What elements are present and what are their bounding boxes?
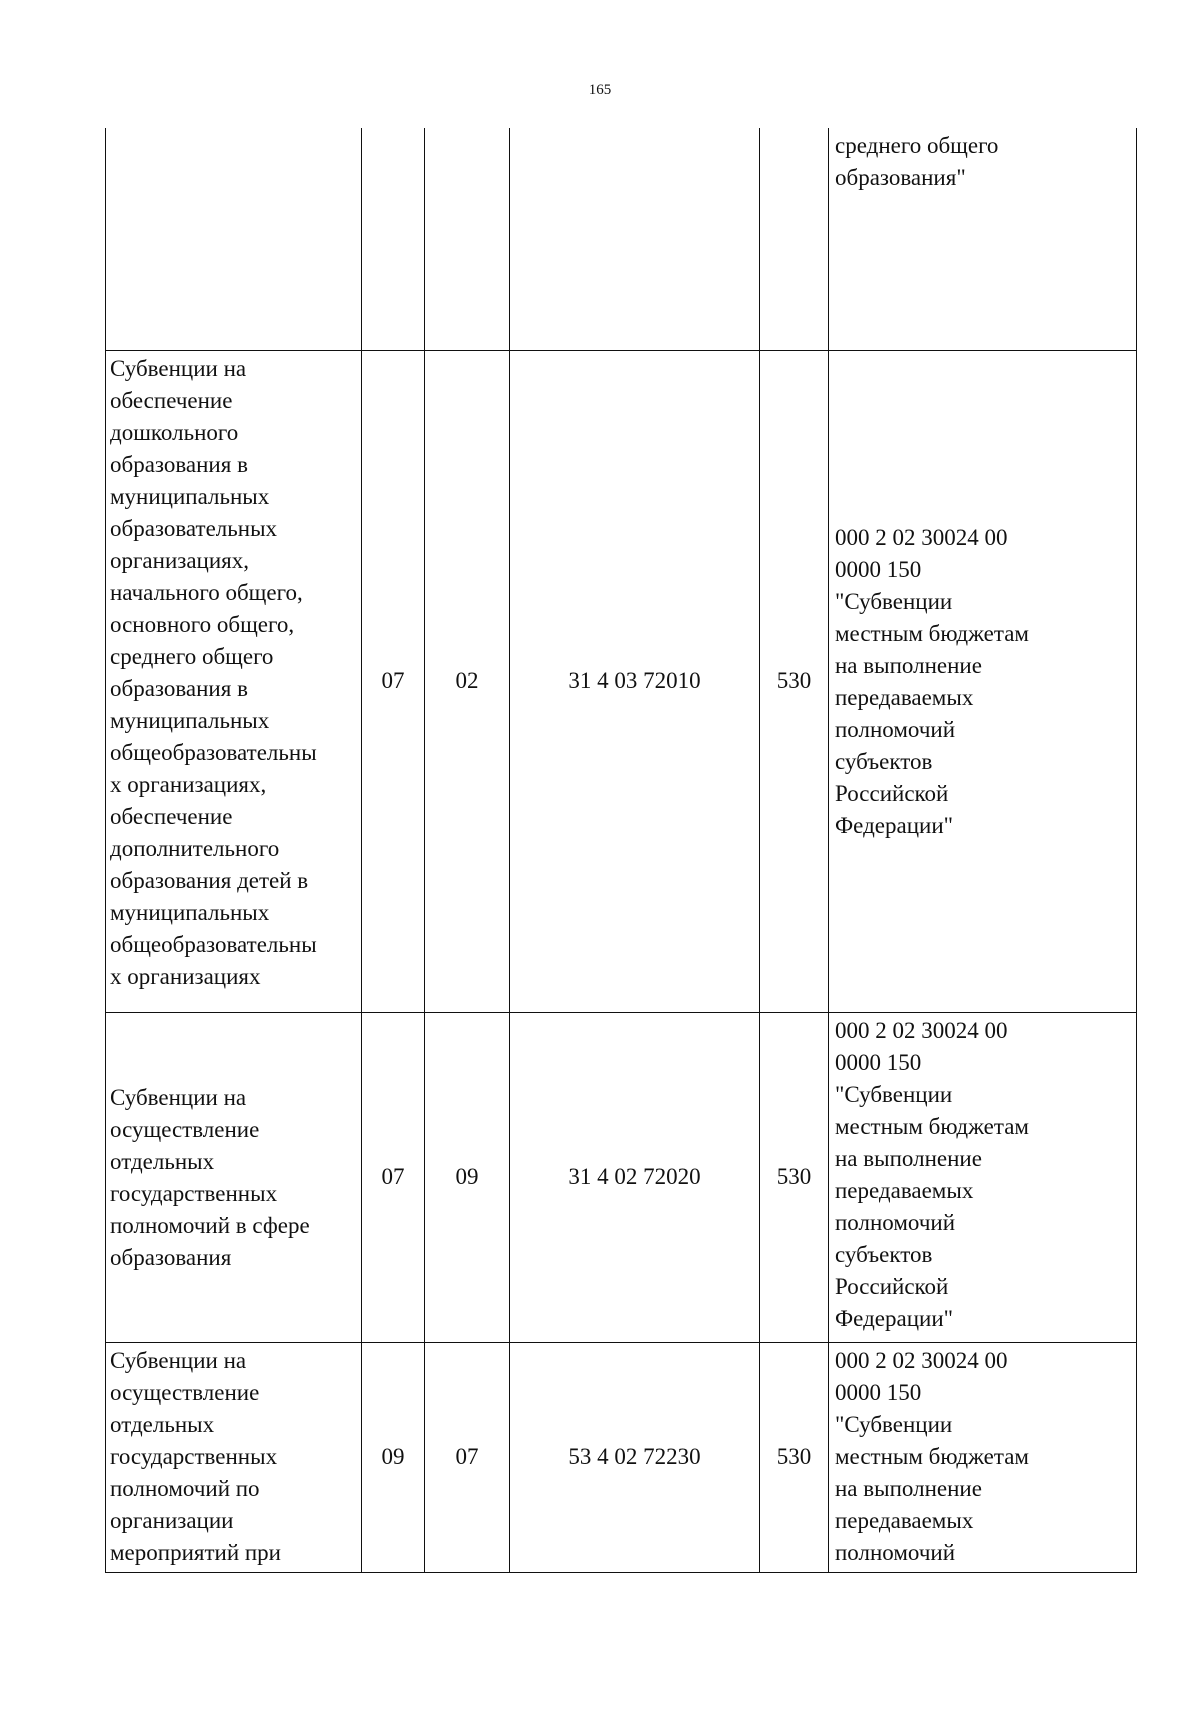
table-row — [106, 1342, 1137, 1572]
name-line: образования детей в — [110, 867, 309, 893]
note-line: полномочий — [835, 717, 955, 742]
name-line: муниципальных — [110, 483, 270, 509]
note-line: "Субвенции — [835, 1411, 953, 1437]
note-line: на выполнение — [835, 653, 982, 678]
name-line: обеспечение — [110, 387, 233, 413]
note-line: субъектов — [835, 1241, 933, 1267]
subsection-code-cell — [425, 128, 510, 350]
note-line: на выполнение — [835, 1475, 982, 1501]
revenue-code-note-cell — [829, 350, 1137, 1012]
name-line: Субвенции на — [110, 355, 247, 381]
note-line: местным бюджетам — [835, 1113, 1029, 1139]
name-line: отдельных — [110, 1411, 215, 1437]
name-line: образования — [110, 1245, 232, 1270]
section-code-cell: 07 — [362, 350, 425, 1012]
note-line: передаваемых — [835, 1177, 974, 1203]
section-code-cell: 09 — [362, 1342, 425, 1572]
name-line: отдельных — [110, 1149, 215, 1174]
budget-table — [105, 128, 1137, 1573]
name-line: дошкольного — [110, 419, 239, 445]
note-line: полномочий — [835, 1209, 955, 1235]
name-line: муниципальных — [110, 707, 270, 733]
subsection-code-cell: 09 — [425, 1012, 510, 1342]
name-line: обеспечение — [110, 803, 233, 829]
name-line: дополнительного — [110, 835, 280, 861]
note-line: "Субвенции — [835, 1081, 953, 1107]
name-line: образования в — [110, 451, 248, 477]
name-line: начального общего, — [110, 579, 303, 605]
expense-name-cell — [106, 1012, 362, 1342]
note-line: образования" — [835, 165, 966, 190]
name-line: основного общего, — [110, 611, 295, 637]
name-line: Субвенции на — [110, 1085, 247, 1110]
name-line: организациях, — [110, 547, 249, 573]
table-row — [106, 128, 1137, 350]
note-line: 000 2 02 30024 00 — [835, 1347, 1008, 1373]
target-code-cell — [510, 128, 760, 350]
name-line: мероприятий при — [110, 1539, 281, 1565]
section-code-cell: 07 — [362, 1012, 425, 1342]
name-line: х организациях, — [110, 771, 267, 797]
note-line: субъектов — [835, 749, 933, 774]
note-line: 0000 150 — [835, 1379, 922, 1405]
name-line: Субвенции на — [110, 1347, 247, 1373]
subsection-code-cell: 02 — [425, 350, 510, 1012]
note-line: Федерации" — [835, 813, 954, 838]
name-line: образования в — [110, 675, 248, 701]
note-line: Федерации" — [835, 1305, 954, 1331]
page-number: 165 — [588, 82, 612, 98]
expense-type-cell — [760, 128, 829, 350]
revenue-code-note-cell — [829, 1342, 1137, 1572]
note-line: местным бюджетам — [835, 621, 1029, 646]
note-line: на выполнение — [835, 1145, 982, 1171]
revenue-code-note-cell — [829, 1012, 1137, 1342]
name-line: общеобразовательны — [110, 931, 317, 957]
note-line: полномочий — [835, 1539, 955, 1565]
note-line: Российской — [835, 781, 949, 806]
note-line: 000 2 02 30024 00 — [835, 1017, 1008, 1043]
note-line: "Субвенции — [835, 589, 953, 614]
revenue-code-note-cell — [829, 128, 1137, 350]
note-line: передаваемых — [835, 685, 974, 710]
target-code-cell: 31 4 02 72020 — [510, 1012, 760, 1342]
note-line: местным бюджетам — [835, 1443, 1029, 1469]
name-line: осуществление — [110, 1379, 260, 1405]
name-line: полномочий по — [110, 1475, 260, 1501]
note-line: Российской — [835, 1273, 949, 1299]
name-line: организации — [110, 1507, 234, 1533]
table-row — [106, 350, 1137, 1012]
note-line: 000 2 02 30024 00 — [835, 525, 1008, 550]
note-line: среднего общего — [835, 133, 999, 158]
table-row — [106, 1012, 1137, 1342]
expense-type-cell: 530 — [760, 1012, 829, 1342]
name-line: образовательных — [110, 515, 278, 541]
section-code-cell — [362, 128, 425, 350]
name-line: осуществление — [110, 1117, 260, 1142]
expense-type-cell: 530 — [760, 350, 829, 1012]
note-line: 0000 150 — [835, 557, 922, 582]
target-code-cell: 31 4 03 72010 — [510, 350, 760, 1012]
target-code-cell: 53 4 02 72230 — [510, 1342, 760, 1572]
note-line: передаваемых — [835, 1507, 974, 1533]
name-line: государственных — [110, 1181, 278, 1206]
name-line: полномочий в сфере — [110, 1213, 310, 1238]
note-line: 0000 150 — [835, 1049, 922, 1075]
expense-type-cell: 530 — [760, 1342, 829, 1572]
name-line: среднего общего — [110, 643, 274, 669]
expense-name-cell — [106, 350, 362, 1012]
name-line: муниципальных — [110, 899, 270, 925]
expense-name-cell — [106, 1342, 362, 1572]
name-line: общеобразовательны — [110, 739, 317, 765]
subsection-code-cell: 07 — [425, 1342, 510, 1572]
name-line: государственных — [110, 1443, 278, 1469]
expense-name-cell — [106, 128, 362, 350]
name-line: х организациях — [110, 963, 261, 989]
